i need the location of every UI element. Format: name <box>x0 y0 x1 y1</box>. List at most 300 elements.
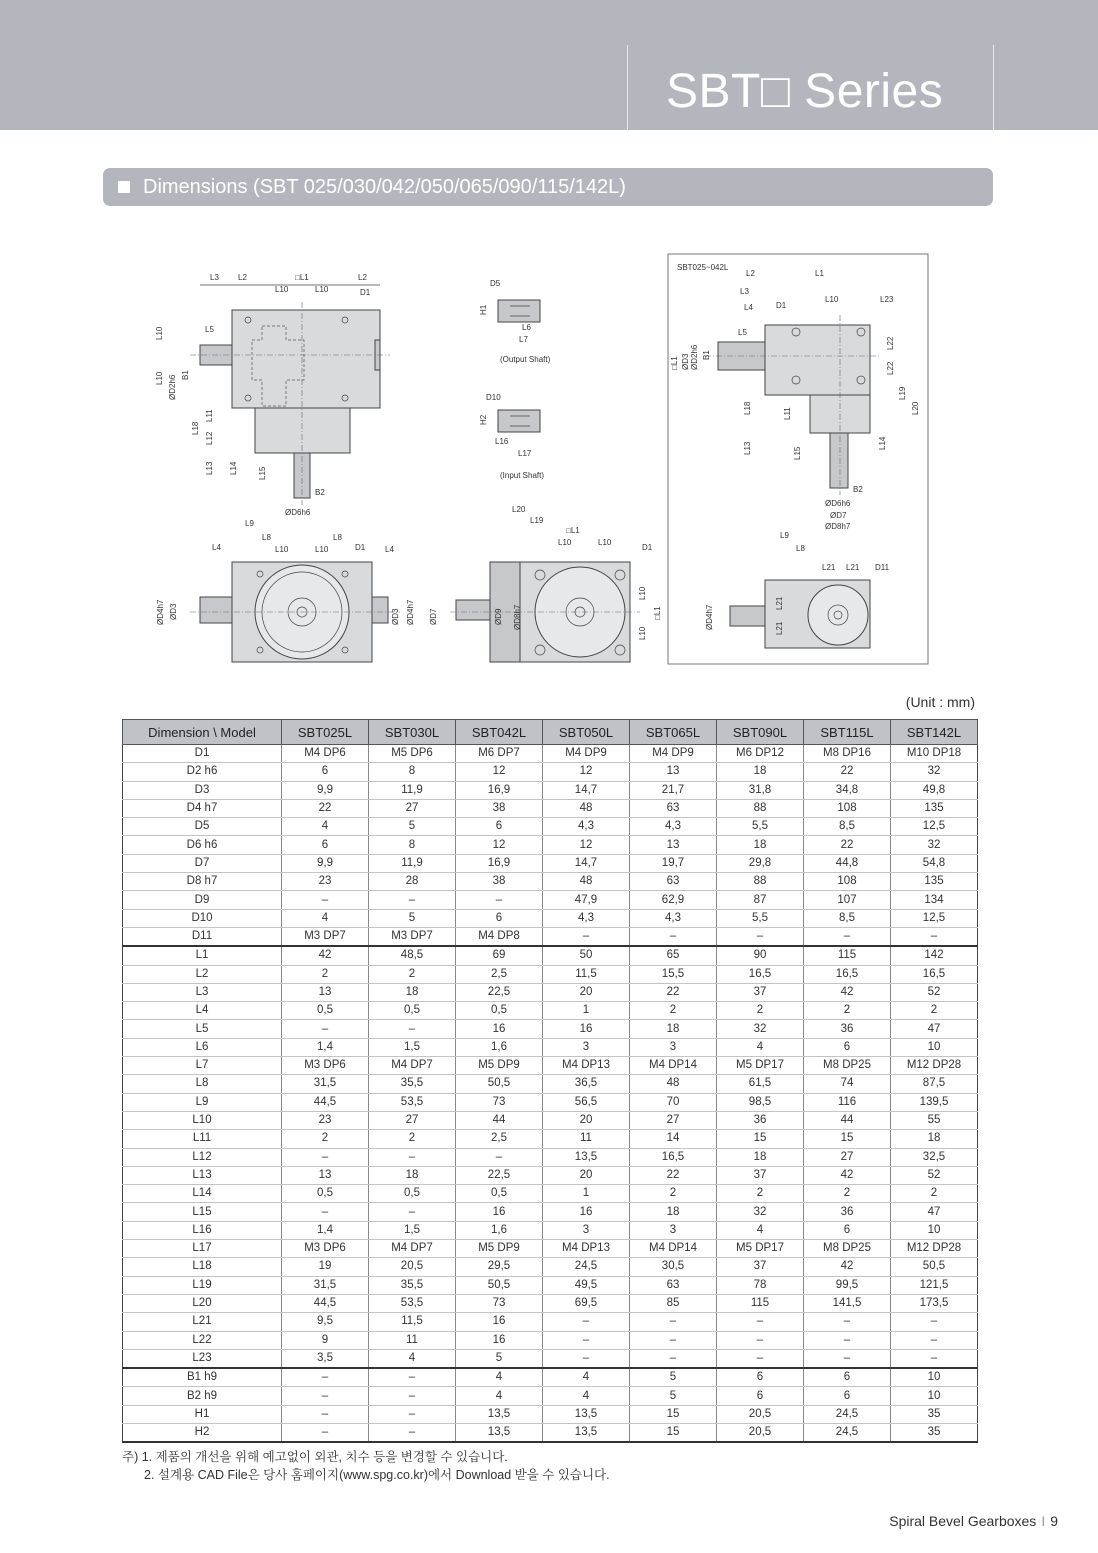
value-cell: 1,6 <box>456 1038 543 1056</box>
value-cell: 52 <box>891 1166 978 1184</box>
value-cell: 5 <box>369 818 456 836</box>
value-cell: – <box>282 1020 369 1038</box>
value-cell: 4,3 <box>543 818 630 836</box>
value-cell: 13,5 <box>456 1423 543 1442</box>
dimension-label-cell: L12 <box>123 1148 282 1166</box>
svg-text:L17: L17 <box>518 449 532 458</box>
value-cell: 69 <box>456 946 543 965</box>
table-row <box>123 1294 978 1312</box>
svg-text:D1: D1 <box>642 543 653 552</box>
dimension-label-cell: L8 <box>123 1075 282 1093</box>
svg-text:L5: L5 <box>738 328 747 337</box>
value-cell: 8,5 <box>804 909 891 927</box>
value-cell: – <box>456 1148 543 1166</box>
dimension-label-cell: D4 h7 <box>123 799 282 817</box>
value-cell: 4 <box>282 909 369 927</box>
svg-text:L2: L2 <box>746 269 755 278</box>
value-cell: 8,5 <box>804 818 891 836</box>
value-cell: 52 <box>891 983 978 1001</box>
value-cell: M12 DP28 <box>891 1057 978 1075</box>
value-cell: 4 <box>717 1221 804 1239</box>
svg-text:L10: L10 <box>558 538 572 547</box>
value-cell: M4 DP14 <box>630 1057 717 1075</box>
value-cell: 90 <box>717 946 804 965</box>
value-cell: – <box>630 1313 717 1331</box>
value-cell: 1,4 <box>282 1221 369 1239</box>
value-cell: 53,5 <box>369 1294 456 1312</box>
value-cell: 6 <box>804 1221 891 1239</box>
header-band <box>0 0 1098 130</box>
svg-text:L14: L14 <box>229 461 238 475</box>
svg-text:L4: L4 <box>385 545 394 554</box>
value-cell: 135 <box>891 799 978 817</box>
value-cell: – <box>369 1368 456 1387</box>
value-cell: 15,5 <box>630 965 717 983</box>
dimension-label-cell: L19 <box>123 1276 282 1294</box>
dimension-label-cell: L11 <box>123 1130 282 1148</box>
svg-text:D11: D11 <box>875 563 890 572</box>
note-line: 주) 1. 제품의 개선을 위해 예고없이 외관, 치수 등을 변경할 수 있습니다. <box>122 1450 508 1464</box>
value-cell: M5 DP17 <box>717 1240 804 1258</box>
value-cell: 173,5 <box>891 1294 978 1312</box>
svg-text:L8: L8 <box>333 533 342 542</box>
value-cell: 18 <box>630 1203 717 1221</box>
value-cell: 22 <box>630 983 717 1001</box>
drawing-front-view <box>156 519 415 662</box>
value-cell: 13 <box>282 1166 369 1184</box>
table-row <box>123 1276 978 1294</box>
value-cell: 2 <box>282 1130 369 1148</box>
value-cell: 13,5 <box>543 1405 630 1423</box>
header-cell: SBT050L <box>543 720 630 745</box>
value-cell: 2 <box>804 1002 891 1020</box>
value-cell: – <box>804 1331 891 1349</box>
value-cell: – <box>369 891 456 909</box>
dimension-label-cell: D8 h7 <box>123 873 282 891</box>
table-row <box>123 965 978 983</box>
value-cell: 87 <box>717 891 804 909</box>
value-cell: M6 DP12 <box>717 745 804 763</box>
value-cell: 21,7 <box>630 781 717 799</box>
value-cell: 1 <box>543 1185 630 1203</box>
value-cell: – <box>369 1203 456 1221</box>
value-cell: 62,9 <box>630 891 717 909</box>
value-cell: 12 <box>456 763 543 781</box>
svg-text:L5: L5 <box>205 325 214 334</box>
value-cell: 34,8 <box>804 781 891 799</box>
value-cell: 18 <box>369 983 456 1001</box>
value-cell: 11,5 <box>543 965 630 983</box>
value-cell: – <box>282 1423 369 1442</box>
value-cell: – <box>282 1405 369 1423</box>
table-row <box>123 854 978 872</box>
svg-text:ØD2h6: ØD2h6 <box>168 374 177 400</box>
value-cell: – <box>369 1148 456 1166</box>
value-cell: 1,5 <box>369 1221 456 1239</box>
dimension-label-cell: D7 <box>123 854 282 872</box>
value-cell: 16 <box>456 1020 543 1038</box>
svg-text:L11: L11 <box>783 407 792 420</box>
table-row <box>123 1313 978 1331</box>
value-cell: 11,9 <box>369 854 456 872</box>
value-cell: 78 <box>717 1276 804 1294</box>
value-cell: M4 DP14 <box>630 1240 717 1258</box>
value-cell: 87,5 <box>891 1075 978 1093</box>
table-row <box>123 1130 978 1148</box>
svg-text:ØD3: ØD3 <box>681 353 690 370</box>
value-cell: M6 DP7 <box>456 745 543 763</box>
dimension-label-cell: L1 <box>123 946 282 965</box>
value-cell: 55 <box>891 1111 978 1129</box>
value-cell: 88 <box>717 799 804 817</box>
dimension-label-cell: H1 <box>123 1405 282 1423</box>
value-cell: 47 <box>891 1020 978 1038</box>
value-cell: 19,7 <box>630 854 717 872</box>
value-cell: – <box>717 927 804 946</box>
svg-text:D10: D10 <box>486 393 501 402</box>
value-cell: 29,8 <box>717 854 804 872</box>
value-cell: – <box>543 1331 630 1349</box>
value-cell: 24,5 <box>804 1423 891 1442</box>
dimension-label-cell: D5 <box>123 818 282 836</box>
value-cell: 2 <box>804 1185 891 1203</box>
value-cell: 0,5 <box>456 1185 543 1203</box>
svg-text:(Input Shaft): (Input Shaft) <box>500 471 545 480</box>
table-row <box>123 1405 978 1423</box>
value-cell: 22 <box>804 763 891 781</box>
value-cell: M8 DP25 <box>804 1057 891 1075</box>
dimension-label-cell: L10 <box>123 1111 282 1129</box>
value-cell: 48 <box>543 799 630 817</box>
svg-text:ØD2h6: ØD2h6 <box>690 344 699 370</box>
svg-text:SBT025~042L: SBT025~042L <box>677 263 729 272</box>
table-row <box>123 1148 978 1166</box>
dimension-label-cell: L20 <box>123 1294 282 1312</box>
table-row <box>123 1221 978 1239</box>
value-cell: 9,5 <box>282 1313 369 1331</box>
value-cell: 3 <box>543 1038 630 1056</box>
dimension-label-cell: L22 <box>123 1331 282 1349</box>
value-cell: – <box>804 1313 891 1331</box>
value-cell: 20 <box>543 983 630 1001</box>
value-cell: 44,8 <box>804 854 891 872</box>
dimension-label-cell: D11 <box>123 927 282 946</box>
value-cell: 16,5 <box>630 1148 717 1166</box>
value-cell: 134 <box>891 891 978 909</box>
value-cell: – <box>804 927 891 946</box>
dimension-label-cell: B1 h9 <box>123 1368 282 1387</box>
value-cell: 2 <box>369 1130 456 1148</box>
value-cell: 0,5 <box>456 1002 543 1020</box>
svg-text:L12: L12 <box>205 431 214 445</box>
value-cell: 98,5 <box>717 1093 804 1111</box>
dimension-label-cell: L4 <box>123 1002 282 1020</box>
value-cell: – <box>717 1349 804 1368</box>
value-cell: 2 <box>717 1002 804 1020</box>
value-cell: 0,5 <box>369 1002 456 1020</box>
value-cell: 19 <box>282 1258 369 1276</box>
value-cell: 6 <box>717 1368 804 1387</box>
value-cell: 5,5 <box>717 818 804 836</box>
svg-text:L20: L20 <box>512 505 526 514</box>
drawing-shaft-details <box>479 279 551 480</box>
svg-text:L10: L10 <box>155 326 164 340</box>
svg-text:L4: L4 <box>212 543 221 552</box>
value-cell: 23 <box>282 1111 369 1129</box>
value-cell: 16,9 <box>456 781 543 799</box>
value-cell: 32 <box>717 1020 804 1038</box>
value-cell: 73 <box>456 1093 543 1111</box>
table-row <box>123 799 978 817</box>
value-cell: 27 <box>804 1148 891 1166</box>
value-cell: – <box>543 927 630 946</box>
svg-text:L9: L9 <box>780 531 789 540</box>
value-cell: 42 <box>804 1258 891 1276</box>
svg-text:L10: L10 <box>825 295 839 304</box>
svg-text:H1: H1 <box>479 304 488 315</box>
value-cell: 2 <box>369 965 456 983</box>
value-cell: 2 <box>282 965 369 983</box>
svg-text:L18: L18 <box>191 421 200 435</box>
table-row <box>123 836 978 854</box>
value-cell: 18 <box>891 1130 978 1148</box>
dimension-label-cell: D10 <box>123 909 282 927</box>
svg-text:L6: L6 <box>522 323 531 332</box>
value-cell: 0,5 <box>282 1185 369 1203</box>
dimension-label-cell: B2 h9 <box>123 1387 282 1405</box>
value-cell: 44 <box>804 1111 891 1129</box>
dimension-label-cell: L2 <box>123 965 282 983</box>
value-cell: 2,5 <box>456 965 543 983</box>
value-cell: 2 <box>891 1185 978 1203</box>
value-cell: – <box>282 1148 369 1166</box>
value-cell: 11,9 <box>369 781 456 799</box>
value-cell: 48 <box>630 1075 717 1093</box>
value-cell: M4 DP7 <box>369 1057 456 1075</box>
svg-text:(Output Shaft): (Output Shaft) <box>500 355 551 364</box>
dimension-label-cell: L15 <box>123 1203 282 1221</box>
header-cell: SBT025L <box>282 720 369 745</box>
value-cell: 70 <box>630 1093 717 1111</box>
value-cell: 0,5 <box>282 1002 369 1020</box>
value-cell: 115 <box>717 1294 804 1312</box>
dimension-label-cell: D2 h6 <box>123 763 282 781</box>
value-cell: – <box>543 1349 630 1368</box>
svg-text:ØD3: ØD3 <box>169 603 178 620</box>
svg-text:L20: L20 <box>911 401 920 415</box>
value-cell: 20 <box>543 1111 630 1129</box>
value-cell: M3 DP7 <box>282 927 369 946</box>
value-cell: 10 <box>891 1387 978 1405</box>
svg-text:ØD4h7: ØD4h7 <box>705 604 714 630</box>
value-cell: 20,5 <box>717 1423 804 1442</box>
value-cell: – <box>717 1313 804 1331</box>
value-cell: 141,5 <box>804 1294 891 1312</box>
value-cell: 14,7 <box>543 781 630 799</box>
value-cell: 36 <box>804 1203 891 1221</box>
dimension-label-cell: L16 <box>123 1221 282 1239</box>
table-row <box>123 781 978 799</box>
dimension-label-cell: D6 h6 <box>123 836 282 854</box>
svg-text:L19: L19 <box>898 386 907 400</box>
value-cell: M3 DP7 <box>369 927 456 946</box>
value-cell: 15 <box>717 1130 804 1148</box>
value-cell: 5 <box>456 1349 543 1368</box>
drawing-side-view <box>429 505 662 662</box>
value-cell: 11 <box>369 1331 456 1349</box>
dimension-label-cell: L5 <box>123 1020 282 1038</box>
value-cell: 10 <box>891 1221 978 1239</box>
value-cell: 56,5 <box>543 1093 630 1111</box>
svg-text:B1: B1 <box>702 350 711 360</box>
svg-text:ØD6h6: ØD6h6 <box>825 499 851 508</box>
value-cell: – <box>804 1349 891 1368</box>
svg-text:L22: L22 <box>886 336 895 350</box>
svg-text:L15: L15 <box>258 466 267 480</box>
table-row <box>123 763 978 781</box>
svg-text:L21: L21 <box>822 563 836 572</box>
value-cell: 50 <box>543 946 630 965</box>
dimension-label-cell: L3 <box>123 983 282 1001</box>
value-cell: 142 <box>891 946 978 965</box>
table-row <box>123 1038 978 1056</box>
value-cell: – <box>282 891 369 909</box>
header-cell: Dimension \ Model <box>123 720 282 745</box>
value-cell: 4 <box>456 1368 543 1387</box>
header-divider <box>627 45 628 130</box>
value-cell: 35,5 <box>369 1276 456 1294</box>
value-cell: 16 <box>543 1020 630 1038</box>
svg-text:L21: L21 <box>846 563 860 572</box>
svg-text:L10: L10 <box>598 538 612 547</box>
svg-text:L4: L4 <box>744 303 753 312</box>
value-cell: 3 <box>630 1221 717 1239</box>
value-cell: 48,5 <box>369 946 456 965</box>
svg-text:ØD7: ØD7 <box>429 608 438 625</box>
value-cell: 5 <box>630 1387 717 1405</box>
value-cell: 4 <box>369 1349 456 1368</box>
value-cell: 16,9 <box>456 854 543 872</box>
svg-text:ØD8h7: ØD8h7 <box>825 522 851 531</box>
table-row <box>123 1093 978 1111</box>
value-cell: 15 <box>630 1405 717 1423</box>
value-cell: 108 <box>804 799 891 817</box>
svg-text:L16: L16 <box>495 437 509 446</box>
table-row <box>123 818 978 836</box>
value-cell: 50,5 <box>456 1276 543 1294</box>
table-row <box>123 1423 978 1442</box>
value-cell: 12 <box>543 836 630 854</box>
svg-text:L19: L19 <box>530 516 544 525</box>
table-row <box>123 1020 978 1038</box>
svg-text:ØD8h7: ØD8h7 <box>513 604 522 630</box>
value-cell: 8 <box>369 836 456 854</box>
value-cell: 18 <box>369 1166 456 1184</box>
value-cell: 63 <box>630 1276 717 1294</box>
value-cell: – <box>369 1020 456 1038</box>
svg-text:ØD4h7: ØD4h7 <box>406 599 415 625</box>
value-cell: 4 <box>717 1038 804 1056</box>
table-row <box>123 1258 978 1276</box>
value-cell: 4 <box>543 1368 630 1387</box>
value-cell: M4 DP9 <box>543 745 630 763</box>
dimension-label-cell: D3 <box>123 781 282 799</box>
value-cell: 20,5 <box>369 1258 456 1276</box>
value-cell: M4 DP6 <box>282 745 369 763</box>
svg-text:L15: L15 <box>793 446 802 460</box>
value-cell: 2 <box>630 1185 717 1203</box>
value-cell: 3 <box>543 1221 630 1239</box>
value-cell: 22,5 <box>456 1166 543 1184</box>
value-cell: 30,5 <box>630 1258 717 1276</box>
value-cell: 47 <box>891 1203 978 1221</box>
svg-text:L7: L7 <box>519 335 528 344</box>
table-row <box>123 1387 978 1405</box>
table-row <box>123 1166 978 1184</box>
value-cell: 24,5 <box>543 1258 630 1276</box>
value-cell: 54,8 <box>891 854 978 872</box>
svg-text:ØD7: ØD7 <box>830 511 847 520</box>
svg-text:L1: L1 <box>815 269 824 278</box>
value-cell: 6 <box>804 1038 891 1056</box>
svg-text:L22: L22 <box>886 361 895 375</box>
value-cell: 69,5 <box>543 1294 630 1312</box>
value-cell: 4 <box>456 1387 543 1405</box>
value-cell: – <box>282 1368 369 1387</box>
value-cell: 6 <box>804 1387 891 1405</box>
value-cell: 27 <box>630 1111 717 1129</box>
value-cell: 5 <box>630 1368 717 1387</box>
value-cell: 1 <box>543 1002 630 1020</box>
value-cell: 16,5 <box>891 965 978 983</box>
value-cell: 37 <box>717 1166 804 1184</box>
value-cell: 28 <box>369 873 456 891</box>
value-cell: – <box>891 1349 978 1368</box>
value-cell: M4 DP13 <box>543 1057 630 1075</box>
header-divider <box>993 45 994 130</box>
value-cell: – <box>630 1331 717 1349</box>
value-cell: M3 DP6 <box>282 1057 369 1075</box>
svg-text:L18: L18 <box>743 401 752 415</box>
value-cell: 11,5 <box>369 1313 456 1331</box>
value-cell: 13 <box>282 983 369 1001</box>
svg-text:B2: B2 <box>315 488 325 497</box>
value-cell: M10 DP18 <box>891 745 978 763</box>
value-cell: 38 <box>456 799 543 817</box>
value-cell: M4 DP8 <box>456 927 543 946</box>
value-cell: 63 <box>630 799 717 817</box>
svg-text:L13: L13 <box>743 441 752 455</box>
value-cell: 53,5 <box>369 1093 456 1111</box>
value-cell: 0,5 <box>369 1185 456 1203</box>
table-row <box>123 1002 978 1020</box>
series-title: SBT□ Series <box>666 65 944 118</box>
value-cell: 47,9 <box>543 891 630 909</box>
dimension-label-cell: L23 <box>123 1349 282 1368</box>
value-cell: 32 <box>891 763 978 781</box>
svg-text:L14: L14 <box>878 436 887 450</box>
svg-text:D1: D1 <box>360 288 371 297</box>
dimension-label-cell: L7 <box>123 1057 282 1075</box>
value-cell: 1,6 <box>456 1221 543 1239</box>
svg-text:L3: L3 <box>740 287 749 296</box>
table-header-row <box>123 720 978 745</box>
svg-text:L10: L10 <box>315 545 329 554</box>
table-row <box>123 1240 978 1258</box>
header-cell: SBT065L <box>630 720 717 745</box>
value-cell: 139,5 <box>891 1093 978 1111</box>
value-cell: 63 <box>630 873 717 891</box>
